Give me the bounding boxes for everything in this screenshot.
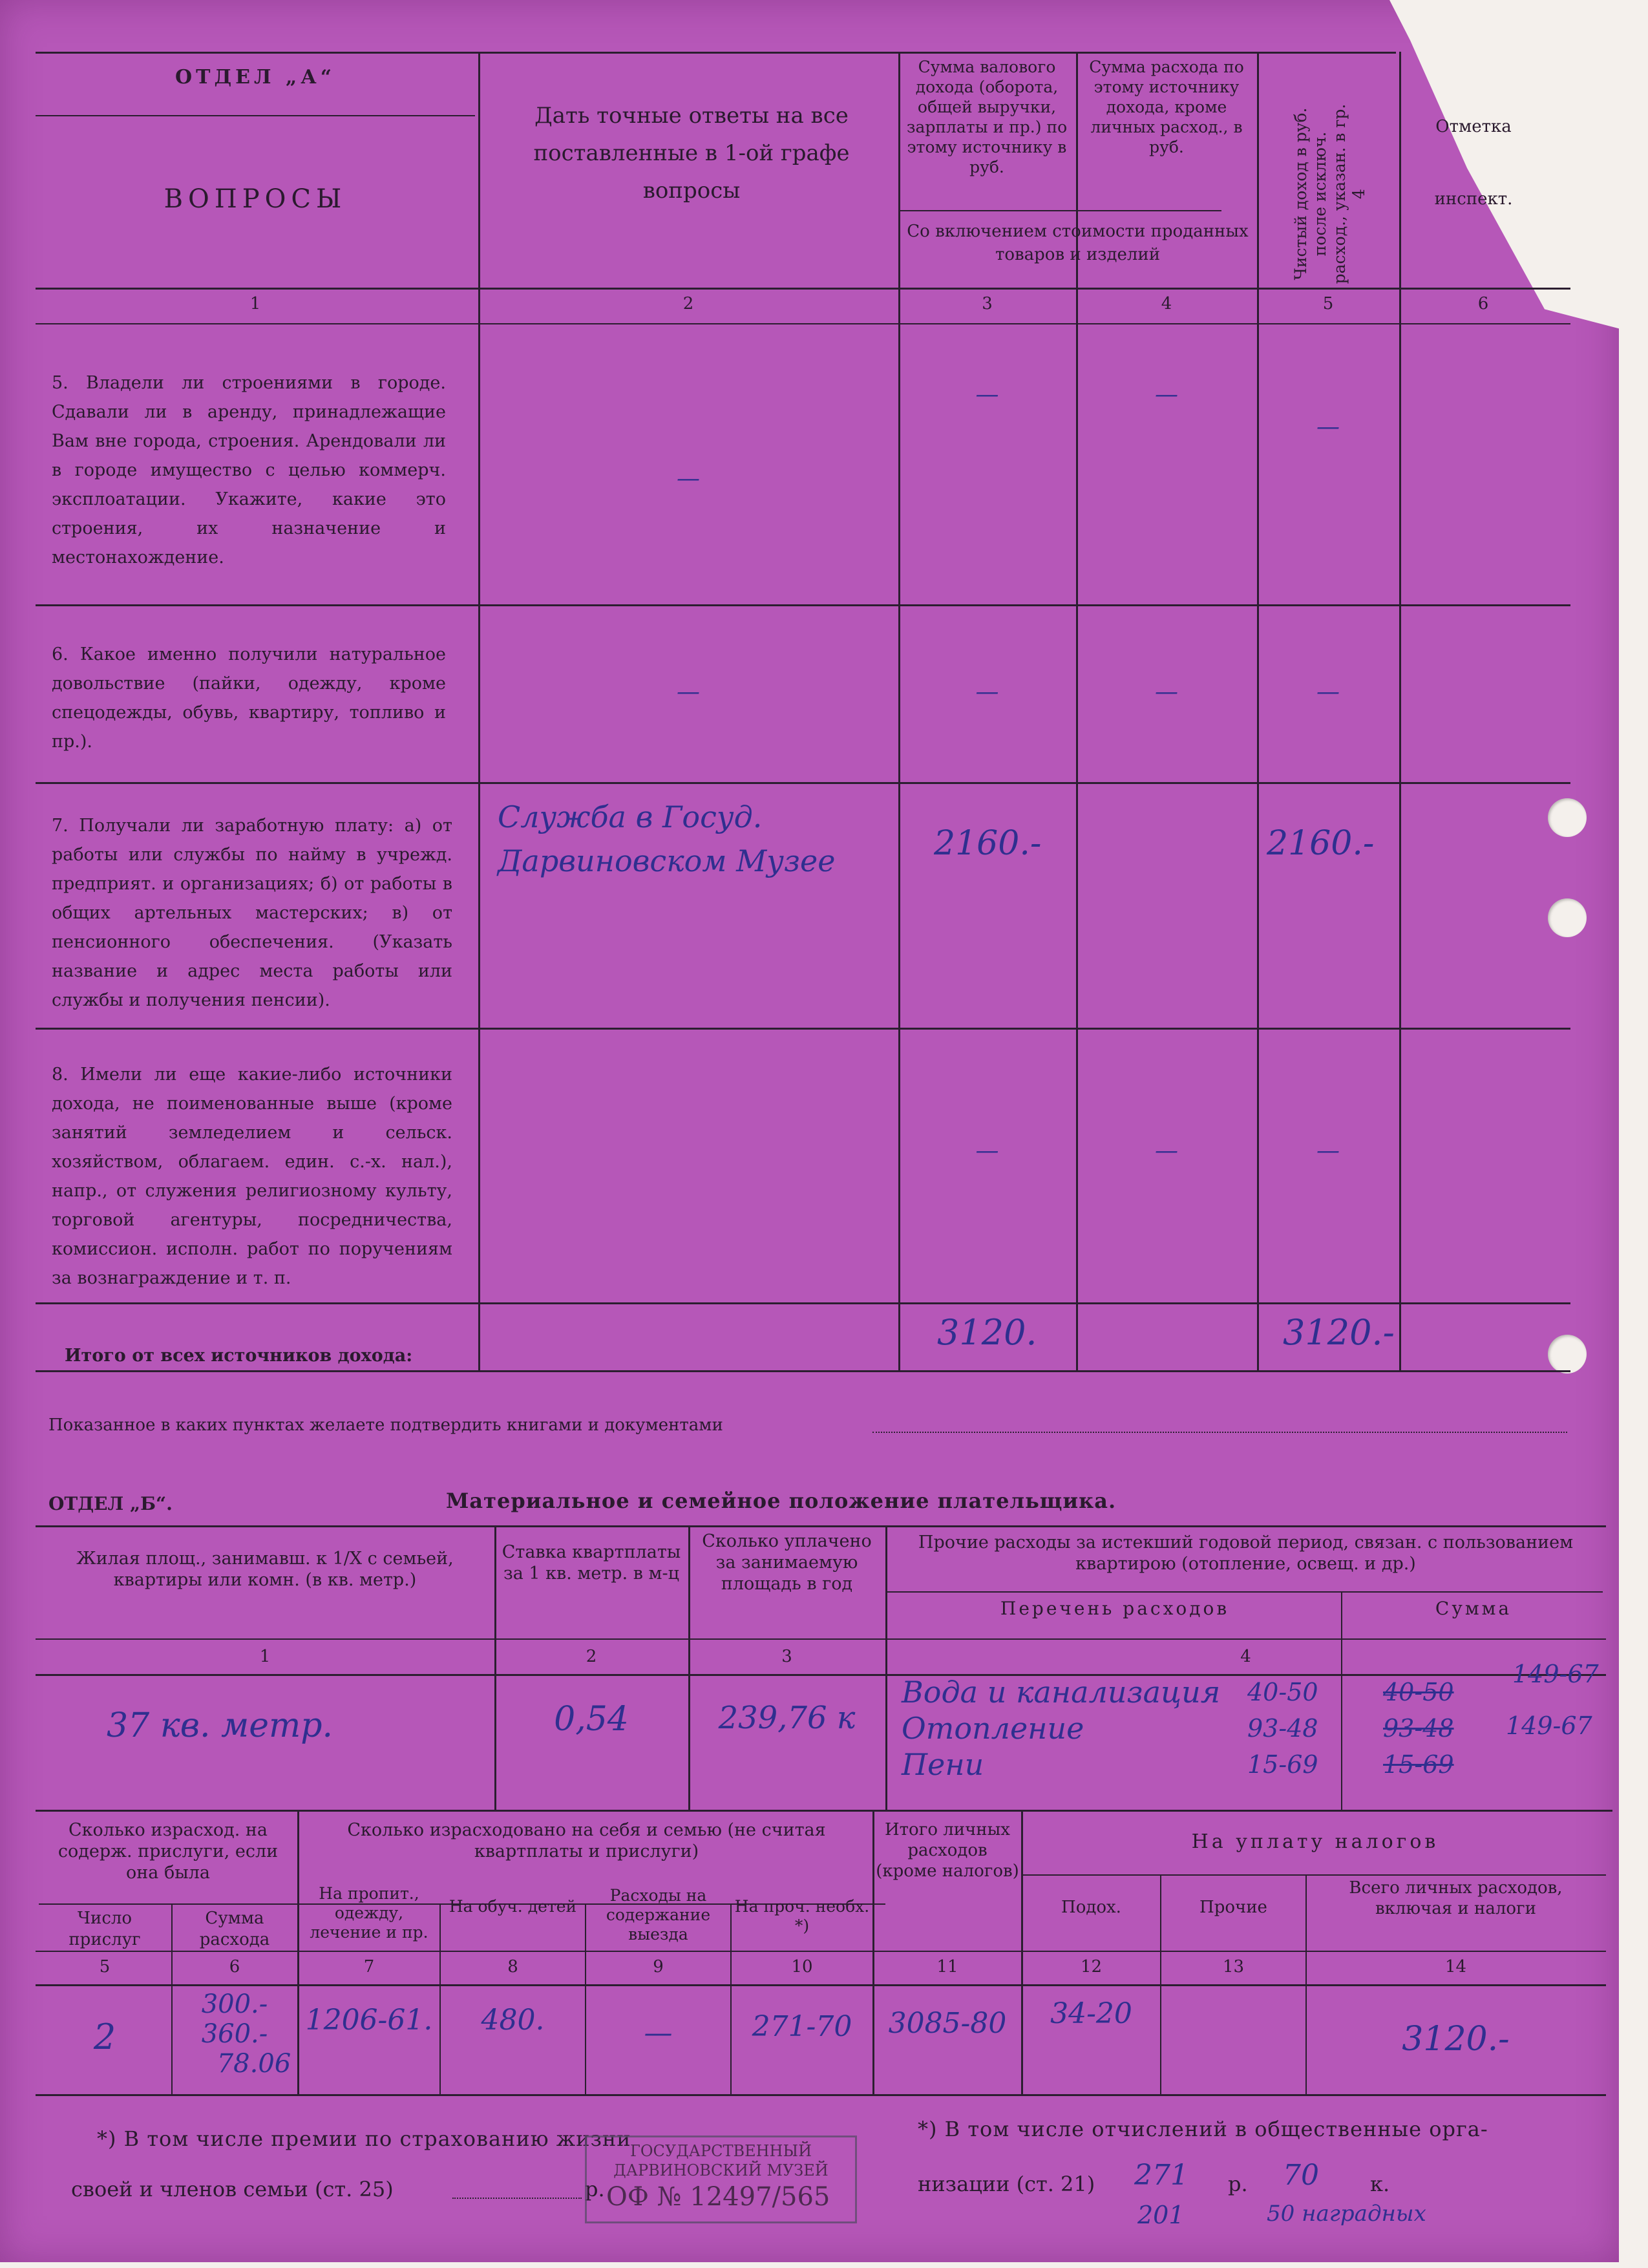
footnote-left-suffix: р. <box>585 2177 605 2201</box>
expense-value: 93-48 <box>1247 1714 1318 1743</box>
museum-stamp <box>585 2136 857 2223</box>
rule <box>478 52 480 1370</box>
v10: 271-70 <box>752 2010 852 2043</box>
b-h2: Ставка квартплаты за 1 кв. метр. в м-ц <box>502 1542 681 1584</box>
rule <box>885 1591 1603 1593</box>
rule <box>36 115 475 116</box>
c-h11: Итого личных расходов (кроме налогов) <box>876 1820 1019 1881</box>
rule <box>36 1810 1612 1812</box>
v12: 34-20 <box>1050 1997 1132 2030</box>
footnote-right-2: низации (ст. 21) <box>918 2172 1095 2196</box>
rule <box>872 1432 1567 1433</box>
c-servants-header: Сколько израсход. на содерж. прислуги, если она была <box>58 1820 279 1883</box>
rule <box>36 1370 1570 1372</box>
col-number: 1 <box>249 294 261 313</box>
b-h3: Сколько уплачено за занимаемую площадь в год <box>702 1531 872 1594</box>
col-number: 13 <box>1222 1957 1245 1977</box>
rule <box>439 1903 441 2094</box>
rule <box>898 52 900 1370</box>
rule <box>36 1525 1606 1527</box>
living-area: 37 кв. метр. <box>107 1706 333 1745</box>
footnote-hand-2a: 201 <box>1137 2201 1185 2229</box>
v14: 3120.- <box>1402 2020 1510 2059</box>
col-number: 3 <box>781 1647 792 1666</box>
b-h4b: Сумма <box>1435 1598 1512 1619</box>
c-h9: Расходы на содержание выезда <box>606 1886 711 1944</box>
rule <box>36 1302 1570 1304</box>
expense-item: Вода и канализация <box>902 1675 1221 1710</box>
b-h4: Прочие расходы за истекший годовой период, связан. с пользованием квартирою (отопление, освещ. и др.) <box>918 1532 1574 1574</box>
col3-header: Сумма валового дохода (оборота, общей выручки, зарплаты и пр.) по этому источнику в руб. <box>906 58 1068 176</box>
col-number: 1 <box>259 1647 271 1666</box>
servants-sum: 300.- <box>201 1989 268 2019</box>
footnote-kop-value: 70 <box>1283 2159 1319 2192</box>
rule <box>171 1903 173 2094</box>
rule <box>885 1525 887 1810</box>
col-number: 6 <box>1477 294 1489 313</box>
col-number: 7 <box>363 1957 375 1977</box>
rule <box>585 1903 586 2094</box>
stamp-line-2: ДАРВИНОВСКИЙ МУЗЕЙ <box>613 2161 829 2179</box>
row8-net: — <box>1316 1138 1340 1164</box>
col-number: 9 <box>653 1957 664 1977</box>
section-a-title: ОТДЕЛ „А“ <box>175 66 335 89</box>
col4-header: Сумма расхода по этому источнику дохода, кроме личных расход., в руб. <box>1089 58 1244 156</box>
col6-header: Отметка инспект. <box>1434 117 1513 209</box>
footnote-rub-label: р. <box>1228 2172 1248 2196</box>
col-number: 6 <box>229 1957 240 1977</box>
total-label: Итого от всех источников дохода: <box>65 1346 413 1366</box>
question-5: 5. Владели ли строениями в городе. Сдавали ли в аренду, принадлежащие Вам вне города, строения. Арендовали ли в городе имущество с целью коммерч. эксплоатации. Укажите, какие это строения, их назначение и местонахождение. <box>52 373 446 567</box>
footnote-left-1: *) В том числе премии по страхованию жизни <box>97 2126 631 2151</box>
footnote-right-1: *) В том числе отчислений в общественные орга- <box>918 2117 1488 2141</box>
footnote-kop-label: к. <box>1370 2172 1390 2196</box>
c-self-header: Сколько израсходовано на себя и семью (не считая квартплаты и прислуги) <box>347 1820 826 1861</box>
col-number: 8 <box>507 1957 518 1977</box>
col-number: 2 <box>586 1647 597 1666</box>
rule <box>452 2198 582 2199</box>
col-number: 12 <box>1080 1957 1103 1977</box>
rule <box>1399 52 1401 1370</box>
rule <box>36 782 1570 784</box>
rule <box>1160 1874 1161 2094</box>
punch-hole <box>1548 898 1587 937</box>
v7: 1206-61. <box>305 2004 433 2037</box>
row6-expense: — <box>1155 679 1178 705</box>
rent-paid: 239,76 к <box>718 1700 856 1736</box>
row8-expense: — <box>1155 1138 1178 1164</box>
expense-item: Отопление <box>902 1711 1084 1746</box>
col-number: 10 <box>791 1957 813 1977</box>
rule <box>36 1674 1606 1676</box>
col-number: 11 <box>936 1957 958 1977</box>
rule <box>688 1525 690 1810</box>
row5-net: — <box>1316 414 1340 440</box>
section-b-subtitle: Материальное и семейное положение плательщика. <box>446 1489 1117 1513</box>
expense-item: Пени <box>902 1747 984 1782</box>
stamp-line-1: ГОСУДАРСТВЕННЫЙ <box>629 2142 812 2160</box>
rule <box>1021 1810 1023 2094</box>
rule <box>1257 52 1259 1370</box>
rule <box>36 2094 1606 2096</box>
footnote-rub-value: 271 <box>1134 2159 1188 2192</box>
row7-net: 2160.- <box>1267 824 1375 863</box>
expense-value: 15-69 <box>1247 1750 1318 1779</box>
row6-gross: — <box>975 679 999 705</box>
row7-gross: 2160.- <box>934 824 1042 863</box>
rule <box>494 1525 496 1810</box>
col-number: 5 <box>1322 294 1334 313</box>
expense-sum: 40-50 <box>1383 1678 1454 1706</box>
rule <box>36 52 1396 54</box>
rule <box>36 604 1570 606</box>
col-number: 3 <box>982 294 993 313</box>
row6-net: — <box>1316 679 1340 705</box>
rule <box>36 1984 1606 1986</box>
confirm-label: Показанное в каких пунктах желаете подтвердить книгами и документами <box>48 1415 723 1435</box>
punch-hole <box>1548 1335 1587 1373</box>
c-h14: Всего личных расходов, включая и налоги <box>1349 1878 1563 1918</box>
v9: — <box>644 2017 673 2050</box>
question-6: 6. Какое именно получили натуральное довольствие (пайки, одежду, кроме спецодежды, обувь, квартиру, топливо и пр.). <box>52 644 446 752</box>
punch-hole <box>1548 798 1587 837</box>
c-h7: На пропит., одежду, лечение и пр. <box>310 1884 428 1942</box>
c-tax-header: На уплату налогов <box>1191 1830 1439 1853</box>
c-h12: Подох. <box>1061 1898 1121 1917</box>
col-number: 4 <box>1161 294 1172 313</box>
expense-sum: 93-48 <box>1383 1714 1454 1743</box>
servants-sum: 78.06 <box>217 2049 291 2079</box>
questions-header: ВОПРОСЫ <box>164 184 347 214</box>
rule <box>1305 1874 1307 2094</box>
b-h4a: Перечень расходов <box>1000 1598 1230 1619</box>
rule <box>36 323 1570 324</box>
row5-answer: — <box>677 465 700 492</box>
rule <box>730 1903 732 2094</box>
footnote-left-2: своей и членов семьи (ст. 25) <box>71 2177 394 2201</box>
total-net: 3120.- <box>1283 1312 1395 1353</box>
expense-total-2: 149-67 <box>1506 1712 1592 1740</box>
question-8: 8. Имели ли еще какие-либо источники дохода, не поименованные выше (кроме занятий земледелием и сельск. хозяйством, облагаем. един. с.-х. нал.), напр., от служения религиозному культу, торговой агентуры, посредничества, комиссион. исполн. работ по поручениям за вознаграждение и т. п. <box>52 1065 452 1288</box>
v11: 3085-80 <box>888 2007 1007 2040</box>
total-gross: 3120. <box>937 1312 1037 1353</box>
row5-gross: — <box>975 381 999 408</box>
col-number: 14 <box>1444 1957 1467 1977</box>
question-7: 7. Получали ли заработную плату: а) от работы или службы по найму в учрежд. предприят. и организациях; б) от работы в общих артельных мастерских; в) от пенсионного обеспечения. (Указать название и адрес места работы или службы и получения пенсии). <box>52 816 452 1010</box>
v8: 480. <box>481 2004 545 2037</box>
servants-count: 2 <box>93 2017 116 2057</box>
section-b-title: ОТДЕЛ „Б“. <box>48 1493 173 1514</box>
rule <box>1021 1874 1606 1876</box>
col2-header: Дать точные ответы на все поставленные в 1-ой графе вопросы <box>533 103 850 204</box>
c-h13: Прочие <box>1199 1898 1267 1917</box>
c-servants-sum: Сумма расхода <box>199 1909 270 1949</box>
rule <box>36 1028 1570 1030</box>
rule <box>872 1810 874 2094</box>
expense-sum: 15-69 <box>1383 1750 1454 1779</box>
row5-expense: — <box>1155 381 1178 408</box>
rule <box>1341 1591 1342 1810</box>
expense-value: 40-50 <box>1247 1678 1318 1706</box>
b-h1: Жилая площ., занимавш. к 1/X с семьей, квартиры или комн. (в кв. метр.) <box>76 1549 454 1590</box>
col-number: 2 <box>682 294 694 313</box>
col-number: 4 <box>1240 1647 1251 1666</box>
rule <box>36 1951 1606 1952</box>
col34-note: Со включением стоимости проданных товаров и изделий <box>907 222 1249 264</box>
c-h10: На проч. необх. *) <box>734 1897 870 1935</box>
stamp-line-3: ОФ № 12497/565 <box>606 2182 830 2212</box>
rent-rate: 0,54 <box>554 1700 629 1739</box>
col-number: 5 <box>99 1957 111 1977</box>
rule <box>36 1638 1606 1640</box>
c-h8: На обуч. детей <box>449 1897 577 1916</box>
c-servants-count: Число прислуг <box>69 1909 141 1949</box>
row6-answer: — <box>677 679 700 705</box>
row7-answer: Служба в Госуд. Дарвиновском Музее <box>498 800 836 878</box>
col5-header: Чистый доход в руб. после исключ. расход., указан. в гр. 4 <box>1291 103 1368 284</box>
row8-gross: — <box>975 1138 999 1164</box>
rule <box>898 210 1221 211</box>
servants-sum: 360.- <box>201 2019 268 2049</box>
footnote-hand-2b: 50 наградных <box>1267 2201 1426 2227</box>
expense-total: 149-67 <box>1512 1660 1599 1688</box>
